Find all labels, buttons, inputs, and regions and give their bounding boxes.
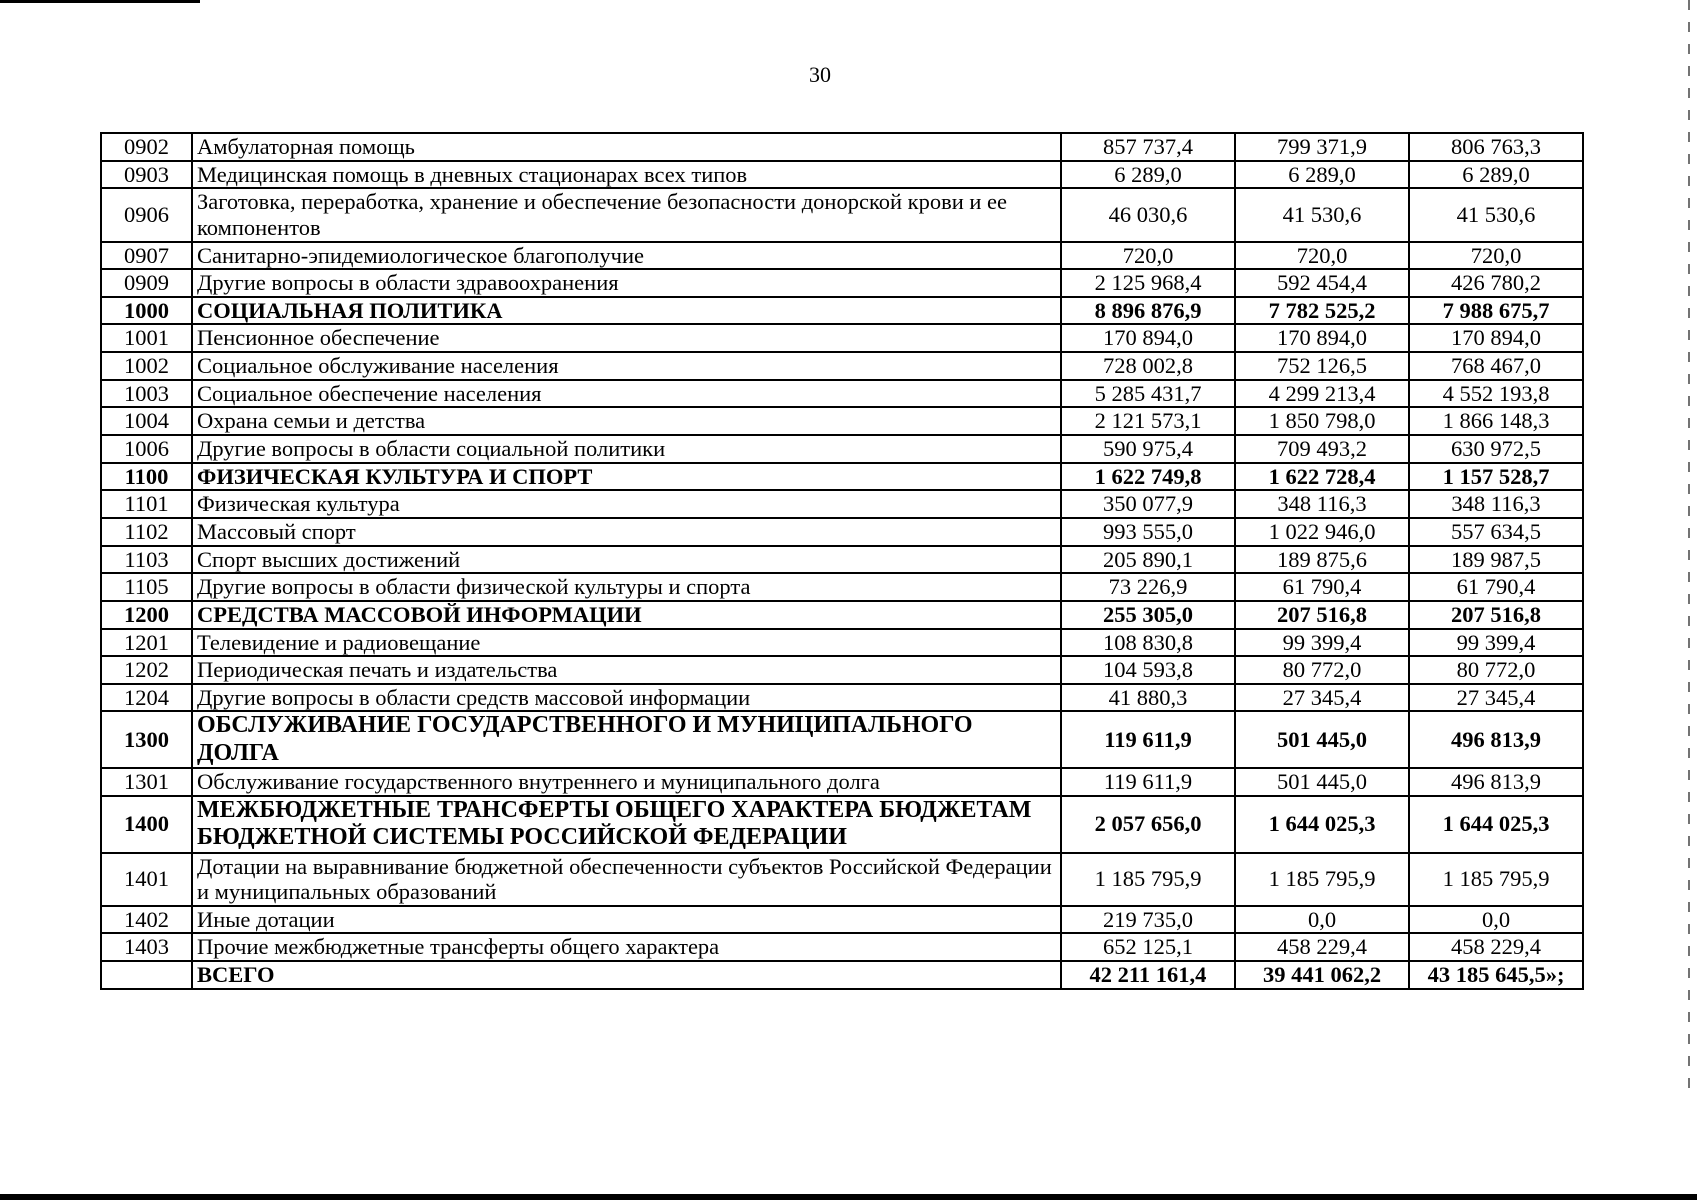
row-value-2-cell: 6 289,0 bbox=[1235, 161, 1409, 189]
row-value-2-cell: 1 850 798,0 bbox=[1235, 407, 1409, 435]
page-number: 30 bbox=[809, 62, 831, 87]
row-value-3-cell: 768 467,0 bbox=[1409, 352, 1583, 380]
table-row bbox=[101, 188, 1583, 241]
row-code-cell: 0906 bbox=[101, 188, 192, 241]
table-row bbox=[101, 573, 1583, 601]
row-value-1-cell: 350 077,9 bbox=[1061, 490, 1235, 518]
row-value-3-cell: 6 289,0 bbox=[1409, 161, 1583, 189]
table-row bbox=[101, 324, 1583, 352]
row-name-cell: ОБСЛУЖИВАНИЕ ГОСУДАРСТВЕННОГО И МУНИЦИПАЛЬНОГО ДОЛГА bbox=[192, 711, 1061, 768]
row-code-cell: 1004 bbox=[101, 407, 192, 435]
row-value-1-cell: 42 211 161,4 bbox=[1061, 961, 1235, 989]
row-code-cell: 1300 bbox=[101, 711, 192, 768]
table-section-row bbox=[101, 601, 1583, 629]
row-value-3-cell: 4 552 193,8 bbox=[1409, 380, 1583, 408]
row-code-cell: 1003 bbox=[101, 380, 192, 408]
row-name-cell: Массовый спорт bbox=[192, 518, 1061, 546]
row-name-cell: Другие вопросы в области физической культуры и спорта bbox=[192, 573, 1061, 601]
row-name-cell: Социальное обеспечение населения bbox=[192, 380, 1061, 408]
row-value-2-cell: 752 126,5 bbox=[1235, 352, 1409, 380]
table-section-row bbox=[101, 796, 1583, 853]
row-value-2-cell: 99 399,4 bbox=[1235, 629, 1409, 657]
row-value-3-cell: 41 530,6 bbox=[1409, 188, 1583, 241]
row-value-3-cell: 80 772,0 bbox=[1409, 656, 1583, 684]
row-name-cell: Периодическая печать и издательства bbox=[192, 656, 1061, 684]
row-value-2-cell: 1 644 025,3 bbox=[1235, 796, 1409, 853]
table-row bbox=[101, 490, 1583, 518]
row-name-cell: Физическая культура bbox=[192, 490, 1061, 518]
row-value-2-cell: 4 299 213,4 bbox=[1235, 380, 1409, 408]
row-value-3-cell: 557 634,5 bbox=[1409, 518, 1583, 546]
row-name-cell: Дотации на выравнивание бюджетной обеспеченности субъектов Российской Федерации и муниципальных образований bbox=[192, 853, 1061, 906]
row-value-2-cell: 501 445,0 bbox=[1235, 768, 1409, 796]
row-value-1-cell: 8 896 876,9 bbox=[1061, 297, 1235, 325]
row-code-cell: 1201 bbox=[101, 629, 192, 657]
row-value-3-cell: 458 229,4 bbox=[1409, 933, 1583, 961]
row-value-2-cell: 709 493,2 bbox=[1235, 435, 1409, 463]
row-code-cell: 1100 bbox=[101, 463, 192, 491]
row-name-cell: СРЕДСТВА МАССОВОЙ ИНФОРМАЦИИ bbox=[192, 601, 1061, 629]
row-value-3-cell: 170 894,0 bbox=[1409, 324, 1583, 352]
scan-edge-marks bbox=[1688, 0, 1690, 1100]
row-code-cell: 1000 bbox=[101, 297, 192, 325]
row-value-1-cell: 119 611,9 bbox=[1061, 711, 1235, 768]
row-value-1-cell: 993 555,0 bbox=[1061, 518, 1235, 546]
row-name-cell: МЕЖБЮДЖЕТНЫЕ ТРАНСФЕРТЫ ОБЩЕГО ХАРАКТЕРА БЮДЖЕТАМ БЮДЖЕТНОЙ СИСТЕМЫ РОССИЙСКОЙ ФЕДЕРАЦИИ bbox=[192, 796, 1061, 853]
row-code-cell: 1401 bbox=[101, 853, 192, 906]
row-value-1-cell: 1 622 749,8 bbox=[1061, 463, 1235, 491]
row-value-1-cell: 255 305,0 bbox=[1061, 601, 1235, 629]
row-value-3-cell: 0,0 bbox=[1409, 906, 1583, 934]
table-row bbox=[101, 133, 1583, 161]
table-row bbox=[101, 853, 1583, 906]
row-name-cell: Социальное обслуживание населения bbox=[192, 352, 1061, 380]
table-row bbox=[101, 656, 1583, 684]
row-name-cell: Медицинская помощь в дневных стационарах всех типов bbox=[192, 161, 1061, 189]
row-value-2-cell: 80 772,0 bbox=[1235, 656, 1409, 684]
row-value-3-cell: 348 116,3 bbox=[1409, 490, 1583, 518]
row-value-3-cell: 7 988 675,7 bbox=[1409, 297, 1583, 325]
row-code-cell: 0902 bbox=[101, 133, 192, 161]
row-value-1-cell: 108 830,8 bbox=[1061, 629, 1235, 657]
row-code-cell: 1102 bbox=[101, 518, 192, 546]
row-value-3-cell: 1 157 528,7 bbox=[1409, 463, 1583, 491]
row-value-2-cell: 458 229,4 bbox=[1235, 933, 1409, 961]
table-row bbox=[101, 407, 1583, 435]
row-code-cell: 1200 bbox=[101, 601, 192, 629]
row-value-3-cell: 43 185 645,5»; bbox=[1409, 961, 1583, 989]
row-value-3-cell: 1 644 025,3 bbox=[1409, 796, 1583, 853]
table-row bbox=[101, 435, 1583, 463]
row-value-1-cell: 652 125,1 bbox=[1061, 933, 1235, 961]
table-row bbox=[101, 380, 1583, 408]
row-name-cell: Другие вопросы в области социальной политики bbox=[192, 435, 1061, 463]
row-code-cell bbox=[101, 961, 192, 989]
table-section-row bbox=[101, 463, 1583, 491]
row-name-cell: Другие вопросы в области здравоохранения bbox=[192, 269, 1061, 297]
row-code-cell: 0903 bbox=[101, 161, 192, 189]
row-code-cell: 1202 bbox=[101, 656, 192, 684]
row-value-1-cell: 728 002,8 bbox=[1061, 352, 1235, 380]
row-value-3-cell: 1 866 148,3 bbox=[1409, 407, 1583, 435]
row-value-3-cell: 426 780,2 bbox=[1409, 269, 1583, 297]
row-value-2-cell: 41 530,6 bbox=[1235, 188, 1409, 241]
row-value-1-cell: 119 611,9 bbox=[1061, 768, 1235, 796]
table-row bbox=[101, 242, 1583, 270]
row-value-1-cell: 170 894,0 bbox=[1061, 324, 1235, 352]
row-value-1-cell: 590 975,4 bbox=[1061, 435, 1235, 463]
table-row bbox=[101, 269, 1583, 297]
row-value-1-cell: 6 289,0 bbox=[1061, 161, 1235, 189]
row-value-1-cell: 104 593,8 bbox=[1061, 656, 1235, 684]
row-code-cell: 1402 bbox=[101, 906, 192, 934]
row-value-2-cell: 0,0 bbox=[1235, 906, 1409, 934]
row-name-cell: Телевидение и радиовещание bbox=[192, 629, 1061, 657]
row-code-cell: 1006 bbox=[101, 435, 192, 463]
table-row bbox=[101, 352, 1583, 380]
row-name-cell: Обслуживание государственного внутреннего и муниципального долга bbox=[192, 768, 1061, 796]
row-code-cell: 1301 bbox=[101, 768, 192, 796]
row-value-2-cell: 189 875,6 bbox=[1235, 546, 1409, 574]
row-value-3-cell: 806 763,3 bbox=[1409, 133, 1583, 161]
row-value-2-cell: 799 371,9 bbox=[1235, 133, 1409, 161]
row-value-2-cell: 348 116,3 bbox=[1235, 490, 1409, 518]
row-name-cell: Другие вопросы в области средств массовой информации bbox=[192, 684, 1061, 712]
row-value-3-cell: 496 813,9 bbox=[1409, 711, 1583, 768]
top-edge-rule bbox=[0, 0, 200, 3]
table-row bbox=[101, 906, 1583, 934]
row-value-2-cell: 170 894,0 bbox=[1235, 324, 1409, 352]
table-row bbox=[101, 518, 1583, 546]
table-row bbox=[101, 684, 1583, 712]
row-value-1-cell: 720,0 bbox=[1061, 242, 1235, 270]
budget-table bbox=[100, 132, 1584, 990]
row-value-1-cell: 41 880,3 bbox=[1061, 684, 1235, 712]
row-name-cell: ФИЗИЧЕСКАЯ КУЛЬТУРА И СПОРТ bbox=[192, 463, 1061, 491]
row-value-2-cell: 207 516,8 bbox=[1235, 601, 1409, 629]
row-code-cell: 1400 bbox=[101, 796, 192, 853]
row-value-1-cell: 46 030,6 bbox=[1061, 188, 1235, 241]
table-row bbox=[101, 161, 1583, 189]
table-row bbox=[101, 933, 1583, 961]
row-value-1-cell: 5 285 431,7 bbox=[1061, 380, 1235, 408]
row-value-1-cell: 219 735,0 bbox=[1061, 906, 1235, 934]
row-value-3-cell: 61 790,4 bbox=[1409, 573, 1583, 601]
row-name-cell: СОЦИАЛЬНАЯ ПОЛИТИКА bbox=[192, 297, 1061, 325]
row-name-cell: Пенсионное обеспечение bbox=[192, 324, 1061, 352]
row-value-1-cell: 205 890,1 bbox=[1061, 546, 1235, 574]
bottom-edge-rule bbox=[0, 1194, 1697, 1200]
row-name-cell: Санитарно-эпидемиологическое благополучие bbox=[192, 242, 1061, 270]
row-value-1-cell: 2 057 656,0 bbox=[1061, 796, 1235, 853]
row-value-3-cell: 1 185 795,9 bbox=[1409, 853, 1583, 906]
budget-table-body bbox=[101, 133, 1583, 989]
table-row bbox=[101, 629, 1583, 657]
row-code-cell: 1204 bbox=[101, 684, 192, 712]
row-value-3-cell: 27 345,4 bbox=[1409, 684, 1583, 712]
row-value-1-cell: 2 121 573,1 bbox=[1061, 407, 1235, 435]
row-value-2-cell: 1 185 795,9 bbox=[1235, 853, 1409, 906]
row-value-2-cell: 720,0 bbox=[1235, 242, 1409, 270]
row-value-2-cell: 501 445,0 bbox=[1235, 711, 1409, 768]
row-value-3-cell: 189 987,5 bbox=[1409, 546, 1583, 574]
row-code-cell: 1002 bbox=[101, 352, 192, 380]
row-code-cell: 1101 bbox=[101, 490, 192, 518]
table-row bbox=[101, 546, 1583, 574]
row-name-cell: Охрана семьи и детства bbox=[192, 407, 1061, 435]
row-value-2-cell: 592 454,4 bbox=[1235, 269, 1409, 297]
table-row bbox=[101, 768, 1583, 796]
row-value-2-cell: 1 022 946,0 bbox=[1235, 518, 1409, 546]
row-value-2-cell: 27 345,4 bbox=[1235, 684, 1409, 712]
row-value-3-cell: 720,0 bbox=[1409, 242, 1583, 270]
row-name-cell: ВСЕГО bbox=[192, 961, 1061, 989]
row-value-3-cell: 630 972,5 bbox=[1409, 435, 1583, 463]
row-name-cell: Спорт высших достижений bbox=[192, 546, 1061, 574]
row-value-1-cell: 1 185 795,9 bbox=[1061, 853, 1235, 906]
row-value-2-cell: 7 782 525,2 bbox=[1235, 297, 1409, 325]
row-code-cell: 0907 bbox=[101, 242, 192, 270]
row-value-2-cell: 1 622 728,4 bbox=[1235, 463, 1409, 491]
row-code-cell: 1103 bbox=[101, 546, 192, 574]
row-name-cell: Прочие межбюджетные трансферты общего характера bbox=[192, 933, 1061, 961]
table-section-row bbox=[101, 711, 1583, 768]
row-value-2-cell: 39 441 062,2 bbox=[1235, 961, 1409, 989]
table-section-row bbox=[101, 297, 1583, 325]
row-name-cell: Амбулаторная помощь bbox=[192, 133, 1061, 161]
row-value-3-cell: 496 813,9 bbox=[1409, 768, 1583, 796]
table-section-row bbox=[101, 961, 1583, 989]
row-code-cell: 0909 bbox=[101, 269, 192, 297]
row-code-cell: 1105 bbox=[101, 573, 192, 601]
row-code-cell: 1001 bbox=[101, 324, 192, 352]
row-value-1-cell: 2 125 968,4 bbox=[1061, 269, 1235, 297]
row-value-1-cell: 857 737,4 bbox=[1061, 133, 1235, 161]
row-value-2-cell: 61 790,4 bbox=[1235, 573, 1409, 601]
row-value-3-cell: 99 399,4 bbox=[1409, 629, 1583, 657]
row-name-cell: Заготовка, переработка, хранение и обеспечение безопасности донорской крови и ее компонентов bbox=[192, 188, 1061, 241]
row-value-3-cell: 207 516,8 bbox=[1409, 601, 1583, 629]
row-value-1-cell: 73 226,9 bbox=[1061, 573, 1235, 601]
row-code-cell: 1403 bbox=[101, 933, 192, 961]
row-name-cell: Иные дотации bbox=[192, 906, 1061, 934]
